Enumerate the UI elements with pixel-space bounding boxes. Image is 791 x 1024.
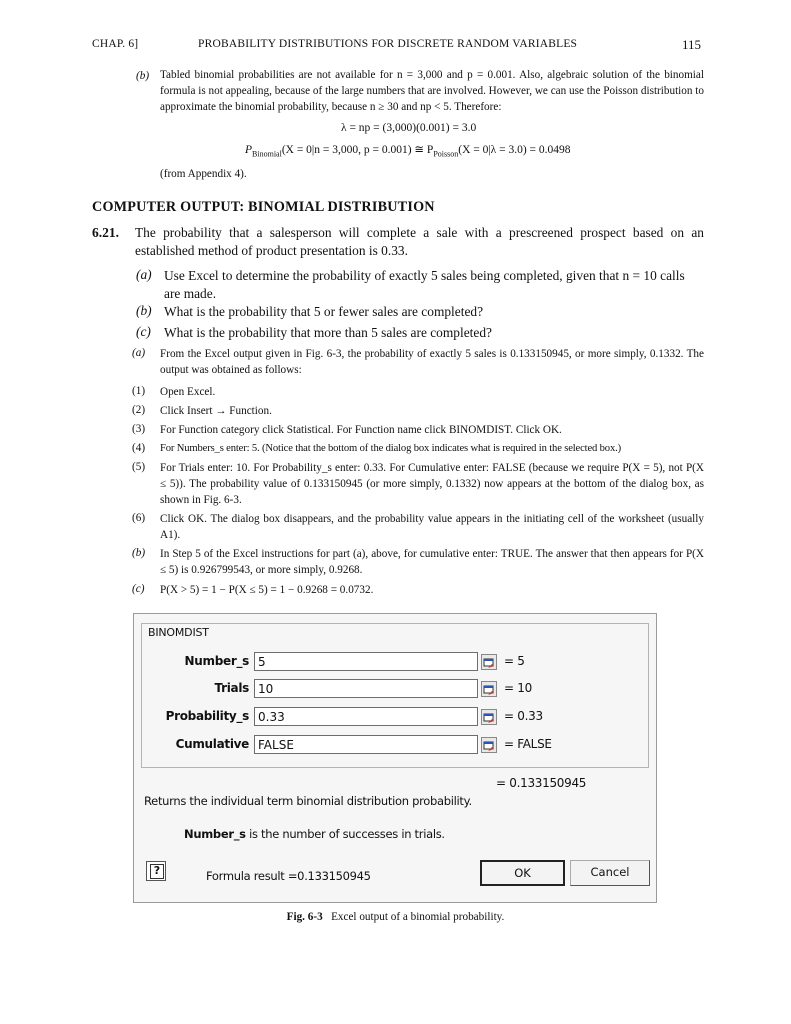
solution-b-text: In Step 5 of the Excel instructions for part (a), above, for cumulative enter: TRUE. The answer that then appears for P(X ≤ 5) is 0.926799543, or more simply, 0.9268. [160, 548, 704, 577]
cumulative-input[interactable]: FALSE [254, 735, 478, 754]
prev-solution-text: Tabled binomial probabilities are not available for n = 3,000 and p = 0.001. Also, algebraic solution of the binomial formula is not appealing, because of the large numbers that are involved. However, we can use the Poisson distribution to approximate the binomial probability, because n ≥ 30 and np < 5. Therefore: [160, 69, 704, 114]
trials-result: = 10 [504, 681, 532, 695]
eq-sub-binomial: Binomial [252, 149, 282, 159]
function-result-value: = 0.133150945 [496, 776, 587, 790]
number-s-collapse-button[interactable] [481, 654, 497, 670]
collapse-dialog-icon [482, 656, 496, 670]
trials-label: Trials [214, 681, 249, 695]
function-description: Returns the individual term binomial distribution probability. [144, 794, 472, 808]
probability-s-result: = 0.33 [504, 709, 543, 723]
step-5-text: For Trials enter: 10. For Probability_s enter: 0.33. For Cumulative enter: FALSE (because we require P(X = 5), not P(X ≤ 5)). The probability value of 0.133150945 (or more simply, 0.1332) now appears at the bottom of the dialog box, as shown in Fig. 6-3. [160, 462, 704, 507]
eq-sub-poisson: Poisson [433, 149, 459, 159]
chapter-label: CHAP. 6] [92, 38, 139, 50]
cumulative-label: Cumulative [175, 737, 249, 751]
question-a-text: Use Excel to determine the probability of exactly 5 sales being completed, given that n = 10 calls are made. [164, 268, 685, 301]
question-b-label: (b) [136, 303, 152, 318]
number-s-input[interactable]: 5 [254, 652, 478, 671]
step-5-label: (5) [132, 461, 146, 473]
solution-a-text: From the Excel output given in Fig. 6-3, the probability of exactly 5 sales is 0.133150945, or more simply, 0.1332. The output was obtained as follows: [160, 348, 704, 377]
trials-input[interactable]: 10 [254, 679, 478, 698]
figure-caption [0, 911, 791, 923]
number-s-label: Number_s [184, 654, 249, 668]
eq-p-binomial: P [245, 144, 253, 156]
function-name-title: BINOMDIST [148, 626, 209, 639]
step-2-label: (2) [132, 404, 146, 416]
probability-s-label: Probability_s [165, 709, 249, 723]
solution-b-label: (b) [132, 547, 146, 559]
prev-solution-label: (b) [136, 70, 150, 82]
section-heading: COMPUTER OUTPUT: BINOMIAL DISTRIBUTION [92, 199, 435, 215]
formula-result: Formula result =0.133150945 [206, 869, 371, 883]
probability-s-input[interactable]: 0.33 [254, 707, 478, 726]
cumulative-collapse-button[interactable] [481, 737, 497, 753]
step-3-text: For Function category click Statistical. For Function name click BINOMDIST. Click OK. [160, 424, 562, 436]
number-s-result: = 5 [504, 654, 525, 668]
solution-a-label: (a) [132, 347, 146, 359]
solution-c-text: P(X > 5) = 1 − P(X ≤ 5) = 1 − 0.9268 = 0.0732. [160, 584, 374, 596]
question-b-text: What is the probability that 5 or fewer sales are completed? [164, 304, 484, 319]
appendix-reference: (from Appendix 4). [160, 168, 247, 180]
problem-statement: The probability that a salesperson will complete a sale with a prescreened prospect based on an established method of product presentation is 0.33. [135, 225, 704, 258]
cumulative-result: = FALSE [504, 737, 552, 751]
argument-help-name: Number_s [184, 827, 246, 841]
question-c-label: (c) [136, 324, 151, 339]
figure-label: Fig. 6-3 [286, 911, 323, 923]
figure-caption-text: Excel output of a binomial probability. [331, 911, 505, 923]
solution-c-label: (c) [132, 583, 145, 595]
step-1-text: Open Excel. [160, 386, 216, 398]
help-icon: ? [150, 864, 164, 879]
binomdist-dialog [133, 613, 657, 903]
ok-button[interactable]: OK [480, 860, 565, 886]
step-1-label: (1) [132, 385, 146, 397]
probability-s-collapse-button[interactable] [481, 709, 497, 725]
cancel-button[interactable]: Cancel [570, 860, 650, 886]
eq-right: (X = 0|λ = 3.0) = 0.0498 [458, 144, 571, 156]
step-3-label: (3) [132, 423, 146, 435]
page-number: 115 [682, 37, 702, 52]
argument-help-text: is the number of successes in trials. [249, 827, 445, 841]
step-4-text: For Numbers_s enter: 5. (Notice that the bottom of the dialog box indicates what is required in the selected box.) [160, 443, 621, 454]
step-4-label: (4) [132, 442, 146, 454]
argument-help [184, 827, 445, 841]
collapse-dialog-icon [482, 739, 496, 753]
question-a-label: (a) [136, 267, 152, 282]
step-6-text: Click OK. The dialog box disappears, and the probability value appears in the initiating cell of the worksheet (usually A1). [160, 513, 704, 542]
problem-number: 6.21. [92, 225, 119, 240]
collapse-dialog-icon [482, 711, 496, 725]
step-6-label: (6) [132, 512, 146, 524]
lambda-equation: λ = np = (3,000)(0.001) = 3.0 [341, 122, 477, 134]
collapse-dialog-icon [482, 683, 496, 697]
step-2-text: Click Insert → Function. [160, 405, 272, 417]
poisson-approx-equation [245, 142, 571, 158]
help-button[interactable] [146, 861, 166, 881]
running-title: PROBABILITY DISTRIBUTIONS FOR DISCRETE RANDOM VARIABLES [198, 38, 578, 50]
question-c-text: What is the probability that more than 5 sales are completed? [164, 325, 492, 340]
eq-mid: (X = 0|n = 3,000, p = 0.001) ≅ P [281, 144, 434, 156]
trials-collapse-button[interactable] [481, 681, 497, 697]
